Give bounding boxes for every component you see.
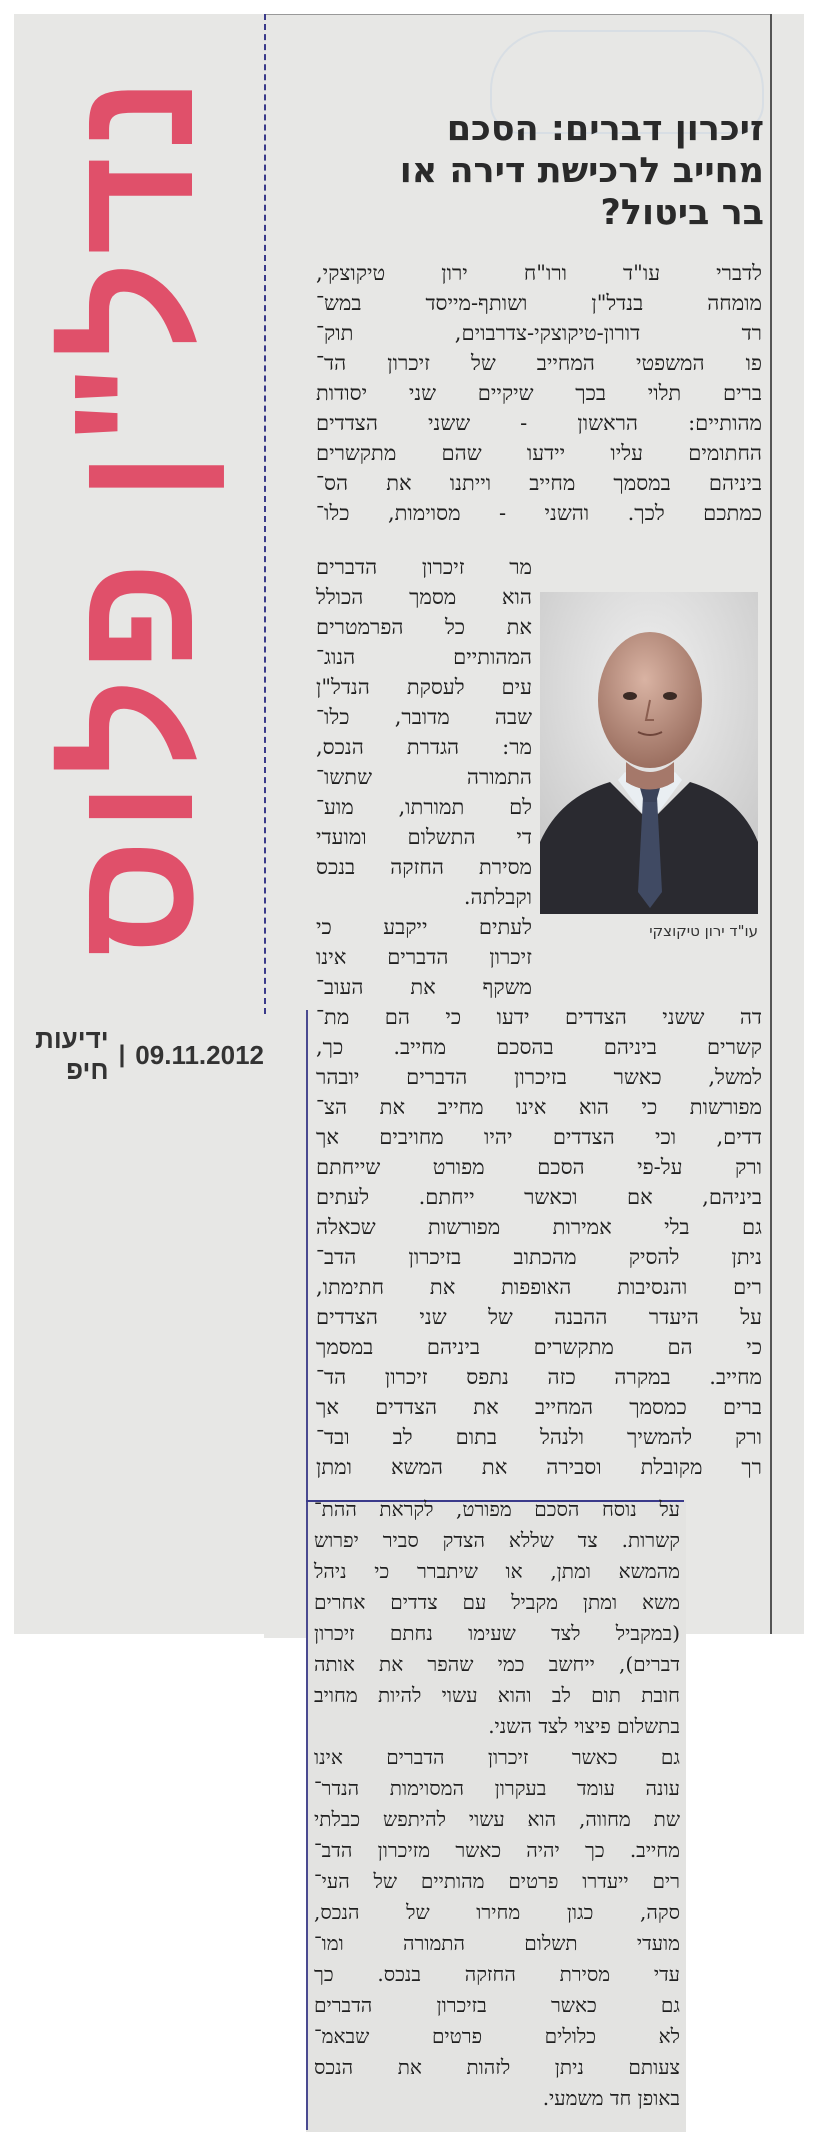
- logo-strip: [14, 14, 264, 1014]
- body-line: המהותיים הנוג־: [316, 645, 532, 669]
- body-line: מסירת החזקה בנכס: [316, 855, 532, 879]
- body-line: גם בלי אמירות מפורשות שכאלה: [316, 1215, 762, 1239]
- headline-line: זיכרון דברים: הסכם: [446, 109, 764, 149]
- body-line: דה ששני הצדדים ידעו כי הם מת־: [316, 1005, 762, 1029]
- cut-line-lower: [306, 1010, 308, 2130]
- body-line: פו המשפטי המחייב של זיכרון הד־: [316, 351, 762, 375]
- body-line: מר: הגדרת הנכס,: [316, 735, 532, 759]
- author-photo: [540, 592, 758, 914]
- body-line: באופן חד משמעי.: [542, 2086, 680, 2110]
- sheet-edge: [770, 14, 772, 1634]
- body-line: מהותיים: הראשון - ששני הצדדים: [316, 411, 762, 435]
- article-body-main: [316, 1002, 762, 1482]
- article-body-tail: [314, 1494, 680, 2114]
- article-body-intro: [316, 258, 762, 528]
- body-line: לא כלולים פרטים שבאמ־: [314, 2024, 680, 2048]
- body-line: (במקביל לצד שעימו נחתם זיכרון: [314, 1621, 680, 1645]
- article-headline: [312, 108, 764, 234]
- body-line: לם תמורתו, מוע־: [316, 795, 532, 819]
- body-line: זיכרון הדברים אינו: [316, 945, 532, 969]
- body-line: מחייב. כך יהיה כאשר מזיכרון הדב־: [314, 1838, 680, 1862]
- body-line: משקף את העוב־: [316, 975, 532, 999]
- newspaper-name: ידיעות חיפ: [35, 1024, 109, 1085]
- body-line: די התשלום ומועדי: [316, 825, 532, 849]
- body-line: משא ומתן מקביל עם צדדים אחרים: [314, 1590, 680, 1614]
- body-line: ברים כמסמך המחייב את הצדדים אך: [316, 1395, 762, 1419]
- body-line: עונה עומד בעקרון המסוימות הנדר־: [314, 1776, 680, 1800]
- body-line: על נוסח הסכם מפורט, לקראת ההת־: [314, 1497, 680, 1521]
- body-line: כמתכם לכך. והשני - מסוימות, כלו־: [316, 501, 762, 525]
- body-line: על היעדר ההבנה של שני הצדדים: [316, 1305, 762, 1329]
- body-line: לדברי עו"ד ורו"ח ירון טיקוצקי,: [316, 261, 762, 285]
- photo-caption: עו"ד ירון טיקוצקי: [649, 922, 758, 940]
- body-line: צעותם ניתן לזהות את הנכס: [314, 2055, 680, 2079]
- headline-line: בר ביטול?: [600, 193, 764, 233]
- portrait-image: [540, 592, 758, 914]
- body-line: שבה מדובר, כלו־: [316, 705, 532, 729]
- body-line: רים ייעדרו פרטים מהותיים של העי־: [314, 1869, 680, 1893]
- body-line: חובת תום לב והוא עשוי להיות מחויב: [314, 1683, 680, 1707]
- body-line: כי הם מתקשרים ביניהם במסמך: [316, 1335, 762, 1359]
- body-line: גם כאשר זיכרון הדברים אינו: [314, 1745, 680, 1769]
- article-body-narrow: [316, 552, 532, 1002]
- body-line: סקה, כגון מחירו של הנכס,: [314, 1900, 680, 1924]
- section-logo: נדל"ן פלוס: [39, 70, 229, 958]
- body-line: הוא מסמך הכולל: [316, 585, 532, 609]
- headline-line: מחייב לרכישת דירה או: [399, 151, 764, 191]
- dateline: [14, 1024, 264, 1085]
- issue-date: 09.11.2012: [135, 1039, 264, 1070]
- body-line: רך מקובלת וסבירה את המשא ומתן: [316, 1455, 762, 1479]
- body-line: ורק להמשיך ולנהל בתום לב ובד־: [316, 1425, 762, 1449]
- body-line: גם כאשר בזיכרון הדברים: [314, 1993, 680, 2017]
- body-line: מועדי תשלום התמורה ומו־: [314, 1931, 680, 1955]
- body-line: מר זיכרון הדברים: [316, 555, 532, 579]
- body-line: דדים, וכי הצדדים יהיו מחויבים אך: [316, 1125, 762, 1149]
- body-line: דברים), ייחשב כמי שהפר את אותה: [314, 1652, 680, 1676]
- body-line: עדי מסירת החזקה בנכס. כך: [314, 1962, 680, 1986]
- body-line: וקבלתה.: [463, 885, 532, 909]
- body-line: התמורה שתשו־: [316, 765, 532, 789]
- column-rule: [264, 14, 772, 15]
- body-line: ביניהם במסמך מחייב וייתנו את הס־: [316, 471, 762, 495]
- body-line: מפורשות כי הוא אינו מחייב את הצ־: [316, 1095, 762, 1119]
- body-line: מחייב. במקרה כזה נתפס זיכרון הד־: [316, 1365, 762, 1389]
- body-line: לעתים ייקבע כי: [316, 915, 532, 939]
- body-line: בתשלום פיצוי לצד השני.: [488, 1714, 680, 1738]
- dateline-separator: |: [118, 1041, 126, 1068]
- body-line: קשרים ביניהם בהסכם מחייב. כך,: [316, 1035, 762, 1059]
- body-line: למשל, כאשר בזיכרון הדברים יובהר: [316, 1065, 762, 1089]
- body-line: רים והנסיבות האופפות את חתימתו,: [316, 1275, 762, 1299]
- cut-line: [264, 14, 266, 1014]
- body-line: ניתן להסיק מהכתוב בזיכרון הדב־: [316, 1245, 762, 1269]
- body-line: ורק על-פי הסכם מפורט שייחתם: [316, 1155, 762, 1179]
- body-line: רד דורון-טיקוצקי-צדרבוים, תוק־: [316, 321, 762, 345]
- body-line: את כל הפרמטרים: [316, 615, 532, 639]
- body-line: עים לעסקת הנדל"ן: [316, 675, 532, 699]
- body-line: מהמשא ומתן, או שיתברר כי ניהל: [314, 1559, 680, 1583]
- body-line: מומחה בנדל"ן ושותף-מייסד במש־: [316, 291, 762, 315]
- body-line: החתומים עליו יידעו שהם מתקשרים: [316, 441, 762, 465]
- body-line: ביניהם, אם וכאשר ייחתם. לעתים: [316, 1185, 762, 1209]
- body-line: ברים תלוי בכך שיקיים שני יסודות: [316, 381, 762, 405]
- newsprint-corner: [264, 1500, 310, 1638]
- body-line: קשרות. צד שללא הצדק סביר יפרוש: [314, 1528, 680, 1552]
- body-line: שת מחווה, הוא עשוי להיתפש כבלתי: [314, 1807, 680, 1831]
